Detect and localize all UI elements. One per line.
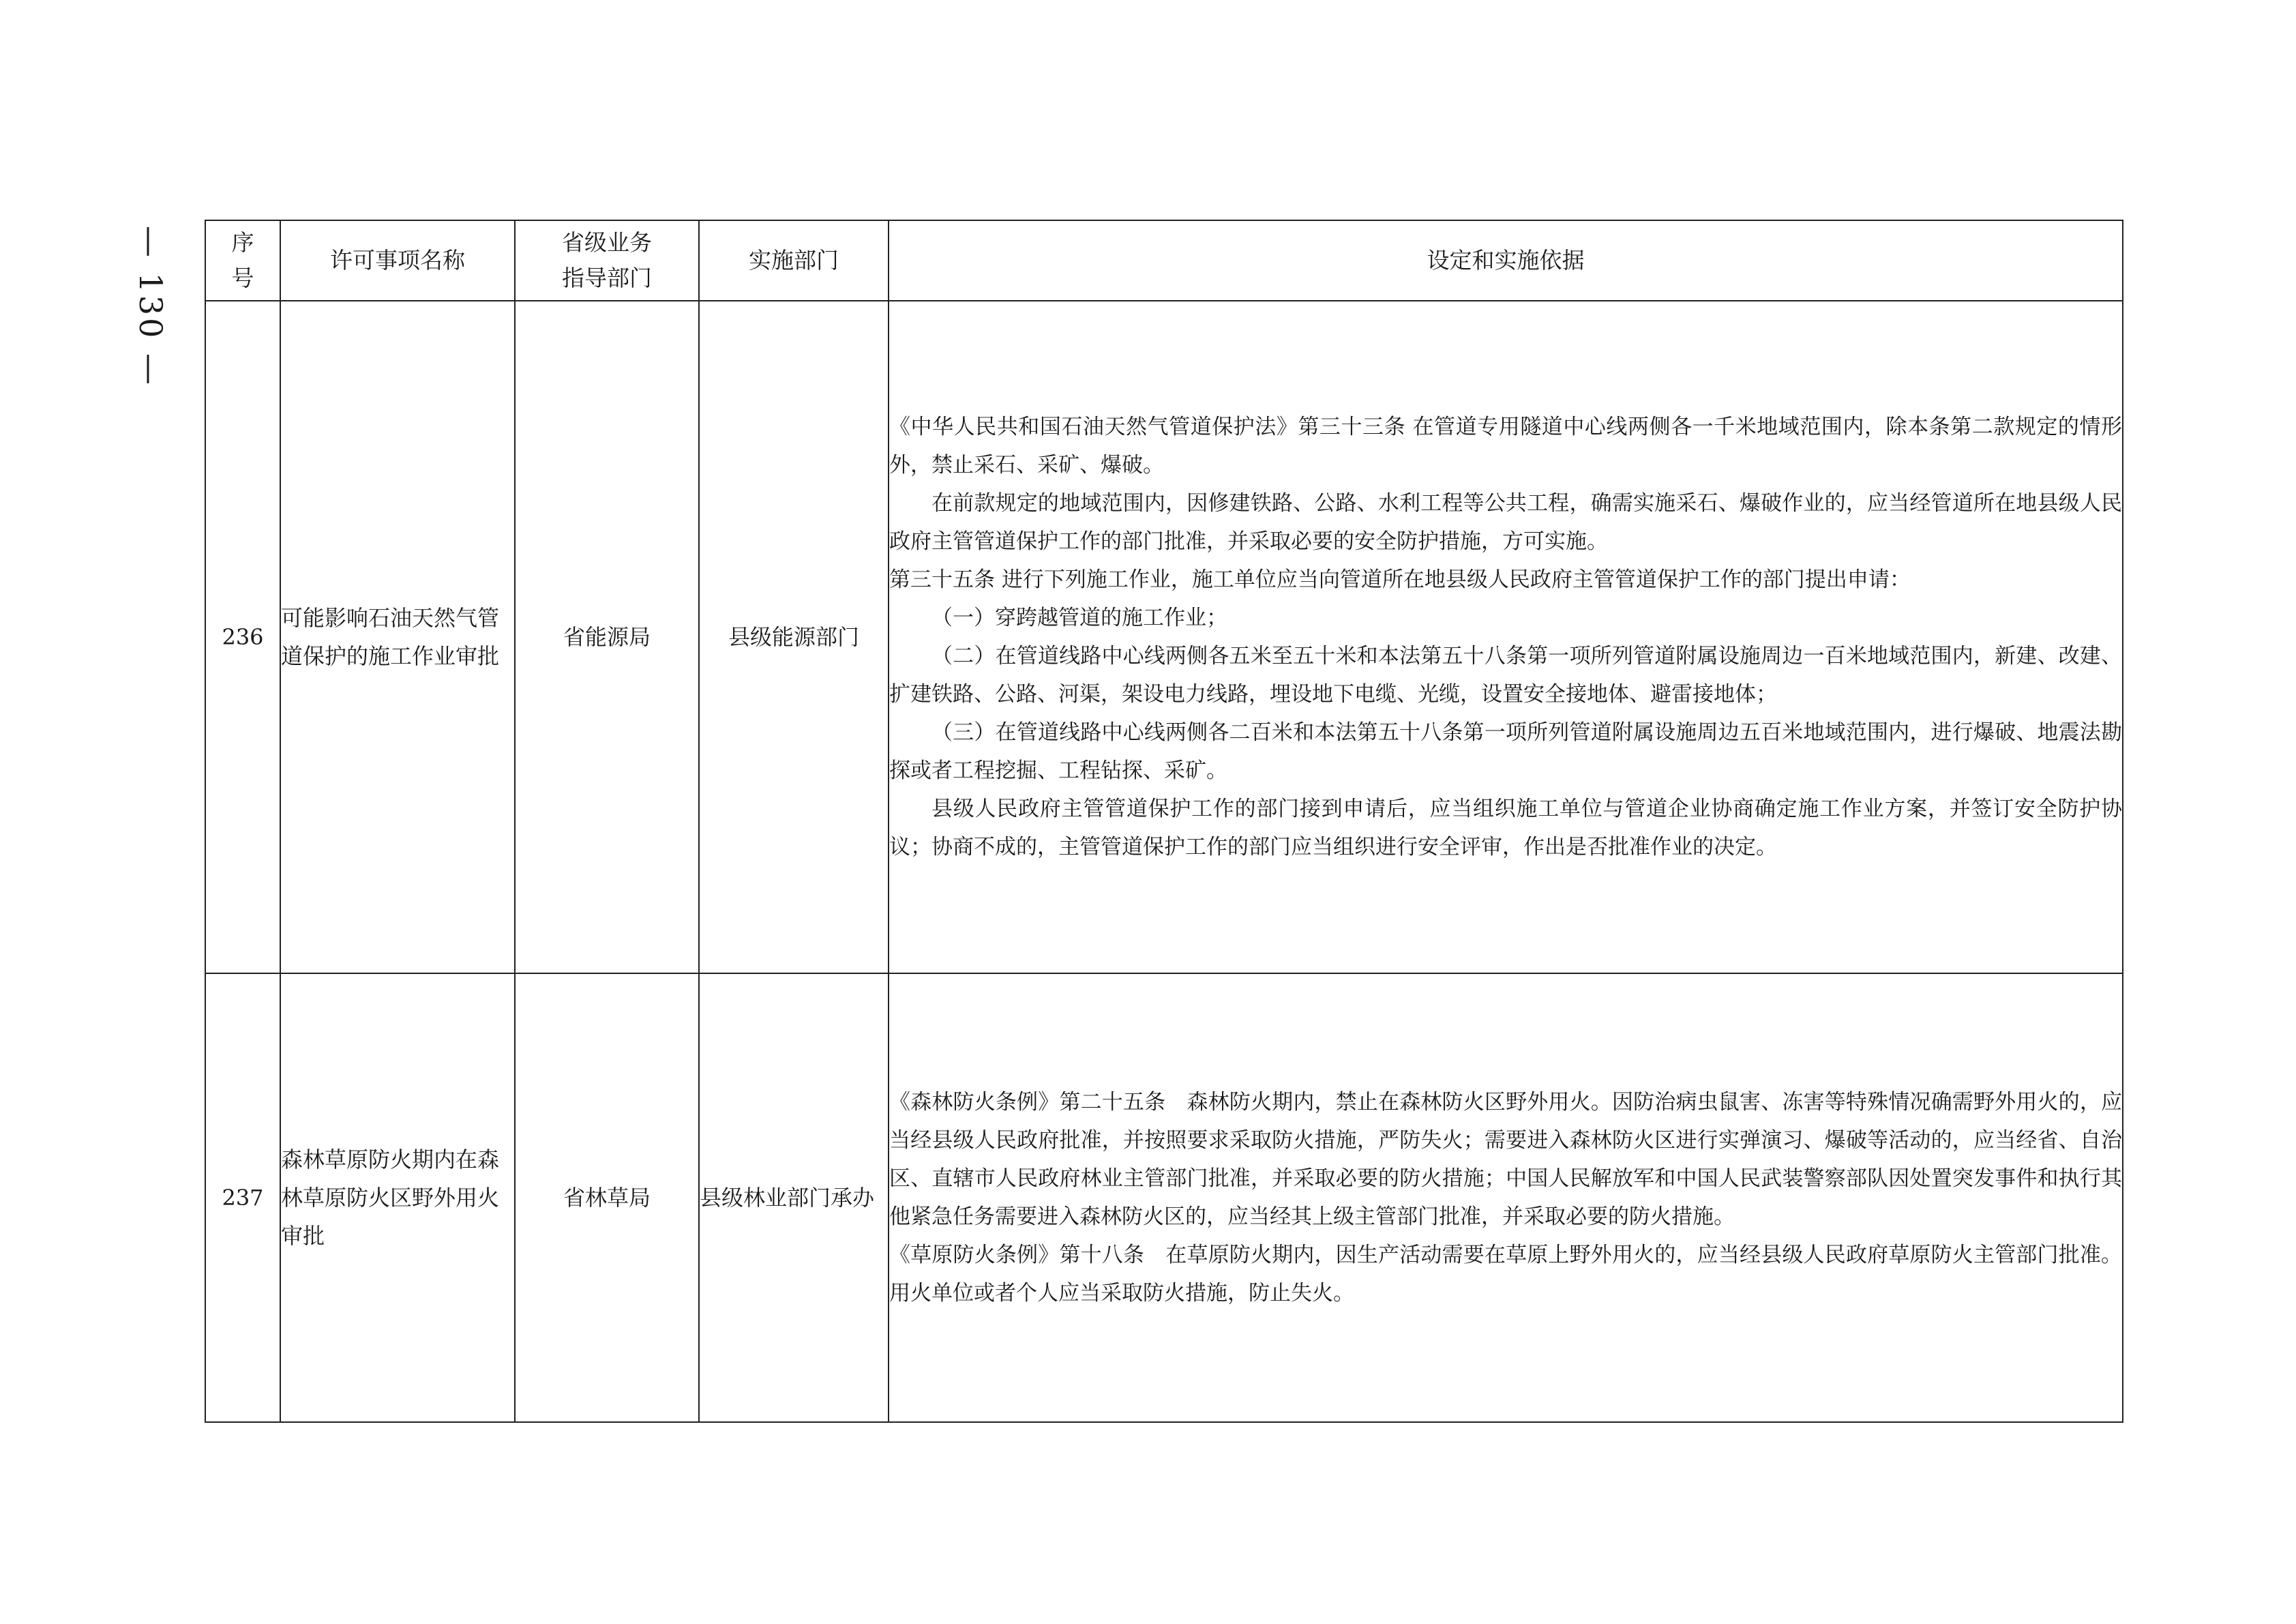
basis-paragraph: 在前款规定的地域范围内，因修建铁路、公路、水利工程等公共工程，确需实施采石、爆破作业的，应当经管道所在地县级人民政府主管管道保护工作的部门批准，并采取必要的安全防护措施，方可实施。	[889, 491, 2122, 554]
header-seq-line2: 号	[231, 265, 254, 291]
header-name: 许可事项名称	[280, 220, 515, 301]
row-seq: 237	[205, 973, 280, 1422]
row-impl: 县级林业部门承办	[699, 973, 889, 1422]
header-dept-line2: 指导部门	[562, 265, 652, 291]
header-seq-line1: 序	[231, 229, 254, 256]
basis-paragraph: （一）穿跨越管道的施工作业；	[931, 606, 1227, 630]
page-number: — 130 —	[132, 226, 169, 388]
header-impl: 实施部门	[699, 220, 889, 301]
table-row	[205, 301, 2123, 973]
basis-paragraph: 《草原防火条例》第十八条 在草原防火期内，因生产活动需要在草原上野外用火的，应当经县级人民政府草原防火主管部门批准。用火单位或者个人应当采取防火措施，防止失火。	[889, 1243, 2122, 1305]
row-impl: 县级能源部门	[699, 301, 889, 973]
row-name: 森林草原防火期内在森林草原防火区野外用火审批	[280, 973, 515, 1422]
basis-paragraph: （三）在管道线路中心线两侧各二百米和本法第五十八条第一项所列管道附属设施周边五百米地域范围内，进行爆破、地震法勘探或者工程挖掘、工程钻探、采矿。	[889, 720, 2122, 783]
row-basis	[889, 301, 2123, 973]
row-name: 可能影响石油天然气管道保护的施工作业审批	[280, 301, 515, 973]
basis-paragraph: 《森林防火条例》第二十五条 森林防火期内，禁止在森林防火区野外用火。因防治病虫鼠害、冻害等特殊情况确需野外用火的，应当经县级人民政府批准，并按照要求采取防火措施，严防失火；需要进入森林防火区进行实弹演习、爆破等活动的，应当经省、自治区、直辖市人民政府林业主管部门批准，并采取必要的防火措施；中国人民解放军和中国人民武装警察部队因处置突发事件和执行其他紧急任务需要进入森林防火区的，应当经其上级主管部门批准，并采取必要的防火措施。	[889, 1090, 2122, 1229]
header-basis: 设定和实施依据	[889, 220, 2123, 301]
basis-paragraph: 县级人民政府主管管道保护工作的部门接到申请后，应当组织施工单位与管道企业协商确定施工作业方案，并签订安全防护协议；协商不成的，主管管道保护工作的部门应当组织进行安全评审，作出是否批准作业的决定。	[889, 797, 2122, 859]
header-dept-line1: 省级业务	[562, 229, 652, 256]
row-dept: 省林草局	[515, 973, 699, 1422]
row-basis	[889, 973, 2123, 1422]
header-seq	[205, 220, 280, 301]
basis-paragraph: （二）在管道线路中心线两侧各五米至五十米和本法第五十八条第一项所列管道附属设施周边一百米地域范围内，新建、改建、扩建铁路、公路、河渠，架设电力线路，埋设地下电缆、光缆，设置安全接地体、避雷接地体；	[889, 644, 2122, 707]
row-seq: 236	[205, 301, 280, 973]
permit-table	[205, 220, 2123, 1423]
header-dept	[515, 220, 699, 301]
basis-paragraph: 第三十五条 进行下列施工作业，施工单位应当向管道所在地县级人民政府主管管道保护工作的部门提出申请：	[889, 567, 1911, 592]
row-dept: 省能源局	[515, 301, 699, 973]
table-row	[205, 973, 2123, 1422]
table-header-row	[205, 220, 2123, 301]
basis-paragraph: 《中华人民共和国石油天然气管道保护法》第三十三条 在管道专用隧道中心线两侧各一千米地域范围内，除本条第二款规定的情形外，禁止采石、采矿、爆破。	[889, 415, 2122, 477]
